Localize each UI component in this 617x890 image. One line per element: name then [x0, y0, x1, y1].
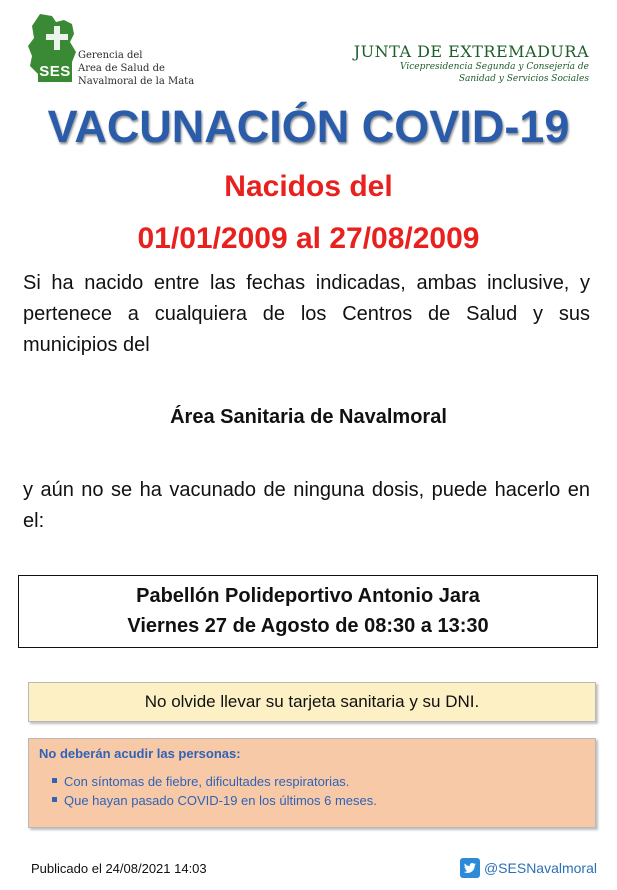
warning-list: [39, 772, 585, 810]
gerencia-line: Navalmoral de la Mata: [78, 76, 195, 87]
twitter-handle[interactable]: @SESNavalmoral: [483, 860, 597, 876]
venue-name: Pabellón Polideportivo Antonio Jara: [136, 585, 480, 607]
junta-title: JUNTA DE EXTREMADURA: [353, 42, 589, 61]
subtitle-line1: Nacidos del: [224, 170, 393, 203]
list-item: [39, 791, 585, 810]
venue-box: [18, 575, 598, 648]
reminder-note: No olvide llevar su tarjeta sanitaria y su DNI.: [28, 682, 596, 722]
gerencia-line: Area de Salud de: [78, 63, 165, 74]
list-item: [39, 772, 585, 791]
junta-line: Vicepresidencia Segunda y Consejería de: [400, 62, 589, 72]
gerencia-line: Gerencia del: [78, 50, 143, 61]
junta-line: Sanidad y Servicios Sociales: [458, 74, 589, 84]
warning-box: [28, 738, 596, 828]
intro-paragraph: Si ha nacido entre las fechas indicadas, ambas inclusive, y pertenece a cualquiera de los Centros de Salud y sus municipios del: [23, 272, 590, 356]
instruction-paragraph: y aún no se ha vacunado de ninguna dosis, puede hacerlo en el:: [23, 479, 590, 532]
junta-extremadura-header: [354, 42, 589, 85]
published-date: Publicado el 24/08/2021 14:03: [31, 861, 207, 876]
gerencia-text: [78, 49, 194, 88]
ses-logo-label: SES: [39, 63, 71, 80]
list-item-text: Que hayan pasado COVID-19 en los últimos 6 meses.: [64, 793, 377, 808]
subtitle-dates: 01/01/2009 al 27/08/2009: [137, 222, 480, 255]
bullet-icon: [52, 797, 57, 802]
venue-schedule: Viernes 27 de Agosto de 08:30 a 13:30: [127, 615, 489, 637]
list-item-text: Con síntomas de fiebre, dificultades respiratorias.: [64, 774, 350, 789]
warning-title: No deberán acudir las personas:: [39, 746, 241, 761]
area-sanitaria: Área Sanitaria de Navalmoral: [170, 406, 447, 428]
page-title: VACUNACIÓN COVID-19: [47, 101, 570, 152]
twitter-link[interactable]: [460, 858, 597, 878]
bullet-icon: [52, 778, 57, 783]
twitter-icon: [460, 858, 480, 878]
